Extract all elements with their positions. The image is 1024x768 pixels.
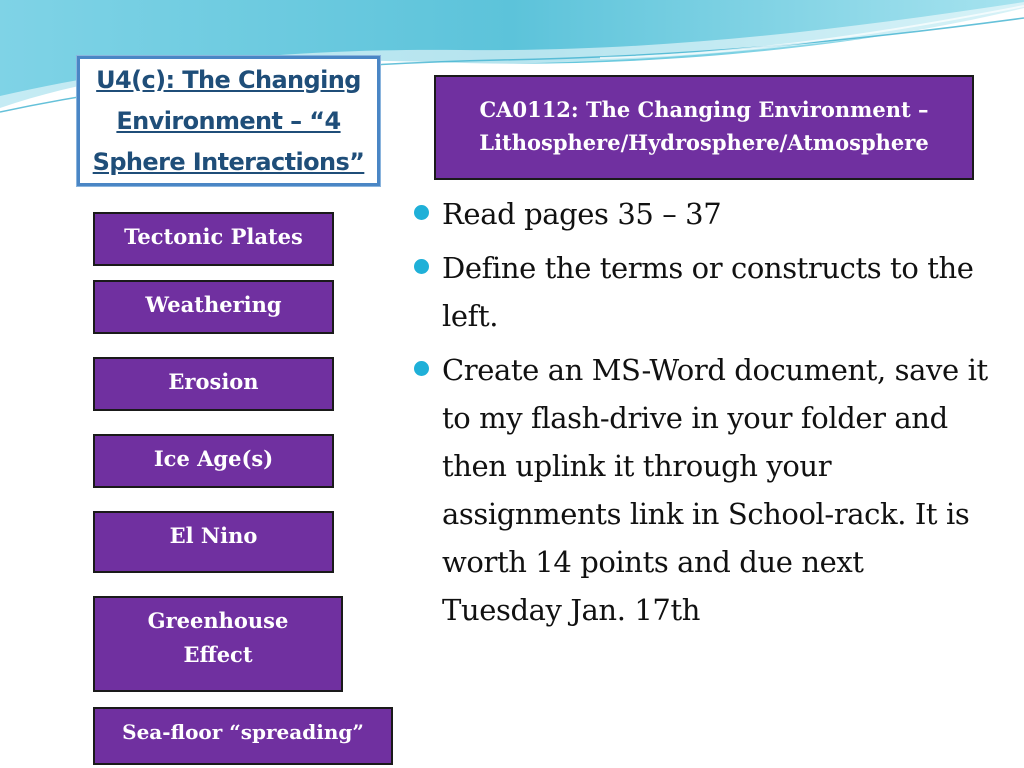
term-box-erosion: Erosion xyxy=(93,357,334,411)
list-item xyxy=(408,346,988,634)
bullet-icon xyxy=(414,361,429,376)
term-box-ice-ages: Ice Age(s) xyxy=(93,434,334,488)
list-item xyxy=(408,190,988,238)
bullet-text: Create an MS-Word document, save it to my flash-drive in your folder and then uplink it through your assignments link in School-rack. It is worth 14 points and due next Tuesday Jan. 17th xyxy=(442,353,988,627)
slide-title: U4(c): The Changing Environment – “4 Sphere Interactions” xyxy=(92,65,365,176)
term-box-tectonic-plates: Tectonic Plates xyxy=(93,212,334,266)
slide-title-box xyxy=(77,56,380,186)
bullet-text: Read pages 35 – 37 xyxy=(442,197,722,231)
list-item xyxy=(408,244,988,340)
term-box-greenhouse-effect: Greenhouse Effect xyxy=(93,596,343,692)
bullet-text: Define the terms or constructs to the left. xyxy=(442,251,974,333)
term-box-el-nino: El Nino xyxy=(93,511,334,573)
term-box-sea-floor-spreading: Sea-floor “spreading” xyxy=(93,707,393,765)
instruction-list xyxy=(408,190,988,640)
term-box-weathering: Weathering xyxy=(93,280,334,334)
bullet-icon xyxy=(414,205,429,220)
assignment-code-box: CA0112: The Changing Environment – Lithosphere/Hydrosphere/Atmosphere xyxy=(434,75,974,180)
bullet-icon xyxy=(414,259,429,274)
